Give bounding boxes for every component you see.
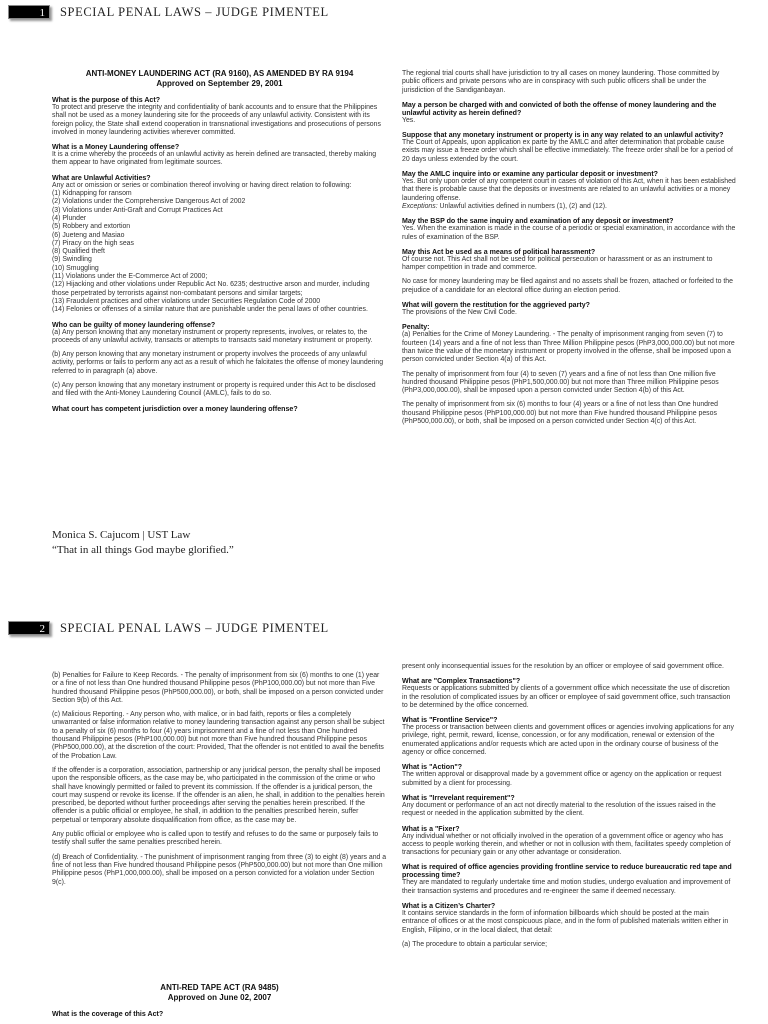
list-item: (3) Violations under Anti-Graft and Corrupt Practices Act [52, 206, 223, 214]
paragraph: The written approval or disapproval made by a government office or agency on the application or request submitted by a client for processing. [402, 771, 722, 787]
question-heading: What is the purpose of this Act? [52, 95, 161, 104]
page-1-left-column [52, 69, 387, 413]
paragraph: (b) Any person knowing that any monetary instrument or property involves the proceeds of any unlawful activity, performs or fails to perform any act as a result of which he falcitates the offense of money laundering referred to in paragraph (a) above. [52, 351, 384, 375]
paragraph: The penalty of imprisonment from six (6) months to four (4) years or a fine of not less than One hundred thousand Philippine pesos (PhP100,000.00) but not more than Five hundred thousand Philippine pesos (PhP500,000.00), or both, shall be imposed on a person convicted under Section 4(c) of this Act. [402, 401, 718, 426]
author-line: Monica S. Cajucom | UST Law [52, 529, 191, 541]
list-item: (1) Kidnapping for ransom [52, 190, 132, 198]
list-item: (9) Swindling [52, 256, 92, 264]
paragraph: present only inconsequential issues for the resolution by an officer or employee of said government office. [402, 663, 724, 670]
page-2-header [8, 620, 329, 636]
page-2-left-bottom [52, 983, 387, 1018]
list-item: Any act or omission or series or combination thereof involving or having direct relation to following: [52, 181, 352, 189]
page-number-badge: 2 [8, 621, 50, 635]
list-item: (2) Violations under the Comprehensive Dangerous Act of 2002 [52, 198, 246, 206]
list-item: (10) Smuggling [52, 264, 99, 272]
paragraph: Requests or applications submitted by clients of a government office which necessitate the use of discretion in the resolution of complicated issues by an officer or employee of said government office, such transaction to be determined by the office concerned. [402, 685, 731, 709]
section-title: Approved on June 02, 2007 [167, 992, 272, 1002]
question-heading: May a person be charged with and convicted of both the offense of money laundering and the unlawful activity as herein defined? [402, 99, 717, 117]
question-heading: What is a "Fixer? [402, 823, 460, 833]
page-2-left-column [52, 672, 387, 893]
question-heading: Who can be guilty of money laundering offense? [52, 319, 216, 329]
signature-block [52, 528, 234, 558]
paragraph: (a) The procedure to obtain a particular service; [402, 940, 548, 948]
paragraph: (c) Any person knowing that any monetary instrument or property is required under this Act to be disclosed and filed with the Anti-Money Laundering Council (AMLC), fails to do so. [52, 382, 376, 398]
paragraph: (d) Breach of Confidentiality. - The punishment of imprisonment ranging from three (3) to eight (8) years and a fine of not less than Five hundred thousand Philippine pesos (PhP500,000.00) but not more than One million Philippine pesos (PhP1,000,000.00), shall be imposed on a person convicted for a violation under Section 9(c). [52, 853, 387, 886]
paragraph: (b) Penalties for Failure to Keep Records. - The penalty of imprisonment from six (6) months to one (1) year or a fine of not less than One hundred thousand Philippine pesos (PhP100,000.00) but not more than Five hundred thousand Philippine pesos (PhP500,000.00), or both, shall be imposed on a person convicted under Section 9(b) of this Act. [52, 672, 384, 704]
question-heading: May the AMLC inquire into or examine any particular deposit or investment? [402, 169, 658, 179]
page-2-right-column [402, 663, 737, 955]
list-item: (8) Qualified theft [52, 248, 105, 256]
question-heading: May this Act be used as a means of political harassment? [402, 246, 596, 256]
paragraph: The Court of Appeals, upon application ex parte by the AMLC and after determination that probable cause exists may issue a freeze order which shall be effective immediately. The freeze order shall be for a period of 20 days unless extended by the court. [402, 139, 733, 163]
paragraph: The penalty of imprisonment from four (4) to seven (7) years and a fine of not less than One million five hundred thousand Philippine pesos (PhP1,500,000.00) but not more than Three million Philippine pesos (PhP3,000,000.00), shall be imposed upon a person convicted under Section 4(b) of this Act. [402, 370, 719, 395]
section-title: Approved on September 29, 2001 [156, 78, 283, 88]
paragraph: Yes. But only upon order of any competent court in cases of violation of this Act, when it has been established that there is probable cause that the deposits or investments are related to an unlawful activities or a money laundering offense. [402, 178, 736, 202]
paragraph: No case for money laundering may be filed against and no assets shall be frozen, attached or forfeited to the prejudice of a candidate for an electoral office during an election period. [402, 278, 733, 294]
question-heading: What is "Frontline Service"? [402, 715, 498, 725]
question-heading: What is the coverage of this Act? [52, 1009, 164, 1018]
question-heading: What is required of office agencies providing frontline service to reduce bureaucratic red tape and processing time? [402, 862, 732, 880]
question-heading: What are "Complex Transactions"? [402, 676, 521, 686]
paragraph: They are mandated to regularly undertake time and motion studies, undergo evaluation and improvement of their transaction systems and procedures and re-engineer the same if deemed necessary. [402, 879, 731, 895]
paragraph: (a) Penalties for the Crime of Money Laundering. - The penalty of imprisonment ranging from seven (7) to fourteen (14) years and a fine of not less than Three Million Philippine pesos (PhP3,000,000.00) but not more than twice the value of the monetary instrument or property involved in the offense, shall be imposed upon a person convicted under Section 4(a) of this Act. [402, 331, 735, 364]
list-item: (11) Violations under the E-Commerce Act of 2000; [52, 273, 208, 281]
question-heading: Suppose that any monetary instrument or property is in any way related to an unlawful activity? [402, 130, 724, 140]
question-heading: What is a Money Laundering offense? [52, 142, 180, 152]
paragraph: Any public official or employee who is called upon to testify and refuses to do the same or purposely fails to testify shall suffer the same penalties prescribed herein. [52, 831, 379, 847]
question-heading: May the BSP do the same inquiry and examination of any deposit or investment? [402, 216, 674, 226]
exceptions-label: Exceptions: [402, 202, 438, 210]
paragraph: (a) Any person knowing that any monetary instrument or property represents, involves, or relates to, the proceeds of any unlawful activity, transacts or attempts to transacts said monetary instrument or property. [52, 328, 373, 344]
paragraph: (c) Malicious Reporting. - Any person who, with malice, or in bad faith, reports or files a completely unwarranted or false information relative to money laundering transaction against any person shall be subject to a penalty of six (6) months to four (4) years imprisonment and a fine of not less than One hundred thousand Philippine pesos (PhP100,000.00) but not more than Five hundred thousand Philippine pesos (PhP500,000.00), at the discretion of the court: Provided, That the offender is not entitled to avail the benefits of the Probation Law. [52, 711, 385, 760]
running-header-title: SPECIAL PENAL LAWS – JUDGE PIMENTEL [60, 4, 329, 19]
page-1-header [8, 4, 329, 20]
list-item: (6) Jueteng and Masiao [52, 231, 125, 239]
paragraph: It contains service standards in the form of information billboards which should be posted at the main entrance of offices or at the most conspicuous place, and in the form of published materials written either in English, Filipino, or in the local dialect, that detail: [402, 910, 729, 934]
question-heading: What is "Action"? [402, 762, 463, 772]
paragraph: The process or transaction between clients and government offices or agencies involving applications for any privilege, right, permit, reward, license, concession, or for any modification, renewal or extension of the enumerated applications and/or requests which are acted upon in the ordinary course of business of the agency or office concerned. [402, 724, 734, 757]
page-number-badge: 1 [8, 5, 50, 19]
list-item: (12) Hijacking and other violations under Republic Act No. 6235; destructive arson and murder, including those perpetrated by terrorists against non-combatant persons and similar targets; [52, 281, 370, 297]
question-heading: What is a Citizen’s Charter? [402, 901, 496, 911]
running-header-title: SPECIAL PENAL LAWS – JUDGE PIMENTEL [60, 620, 329, 635]
section-title: ANTI-MONEY LAUNDERING ACT (RA 9160), AS AMENDED BY RA 9194 [85, 69, 354, 78]
paragraph: Yes. [402, 116, 416, 124]
list-item: (5) Robbery and extortion [52, 223, 131, 231]
paragraph: The regional trial courts shall have jurisdiction to try all cases on money laundering. Those committed by public officers and private persons who are in conspiracy with such public officers shall be under the jurisdiction of the Sandiganbayan. [402, 70, 720, 94]
list-item: (13) Fraudulent practices and other violations under Securities Regulation Code of 2000 [52, 297, 321, 305]
page-1-right-column [402, 70, 737, 432]
section-title: ANTI-RED TAPE ACT (RA 9485) [160, 983, 279, 992]
paragraph: Any document or performance of an act not directly material to the resolution of the issues raised in the request or needed in the application submitted by the client. [402, 801, 716, 818]
paragraph: The provisions of the New Civil Code. [402, 309, 517, 317]
motto-line: “That in all things God maybe glorified.” [52, 544, 234, 556]
paragraph: To protect and preserve the integrity and confidentiality of bank accounts and to ensure that the Philippines shall not be used as a money laundering site for the proceeds of any unlawful activity. Consistent with its foreign policy, the State shall extend cooperation in transnational investigations and prosecutions of persons involved in money laundering activities wherever committed. [52, 104, 381, 136]
question-heading: What is "Irrevelant requirement"? [402, 792, 515, 802]
exceptions-text: Unlawful activities defined in numbers (1), (2) and (12). [437, 202, 607, 210]
question-heading: Penalty: [402, 322, 430, 332]
paragraph: Any individual whether or not officially involved in the operation of a government office or agency who has access to people working therein, and whether or not in collusion with them, facilitates speedy completion of transactions for pecuniary gain or any other advantage or consideration. [402, 832, 731, 857]
list-item: (14) Felonies or offenses of a similar nature that are punishable under the penal laws of other countries. [52, 306, 368, 314]
question-heading: What court has competent jurisdiction over a money laundering offense? [52, 403, 298, 413]
list-item: (4) Plunder [52, 214, 87, 222]
question-heading: What will govern the restitution for the aggrieved party? [402, 300, 590, 310]
paragraph: If the offender is a corporation, association, partnership or any juridical person, the penalty shall be imposed upon the responsible officers, as the case may be, who participated in the commission of the crime or who shall have knowingly permitted or failed to prevent its commission. If the offender is a juridical person, the court may suspend or revoke its license. If the offender is an alien, he shall, in addition to the penalties herein prescribed, be deported without further proceedings after serving the penalties herein prescribed. If the offender is a public official or employee, he shall, in addition to the penalties prescribed herein, suffer perpetual or temporary absolute disqualification from office, as the case may be. [52, 766, 385, 824]
list-item: (7) Piracy on the high seas [52, 239, 134, 247]
paragraph: Yes. When the examination is made in the course of a periodic or special examination, in accordance with the rules of examination of the BSP. [402, 225, 736, 241]
question-heading: What are Unlawful Activities? [52, 172, 151, 182]
exceptions-note [402, 203, 737, 211]
paragraph: Of course not. This Act shall not be used for political persecution or harassment or as an instrument to hamper competition in trade and commerce. [402, 255, 713, 272]
paragraph: It is a crime whereby the proceeds of an unlawful activity as herein defined are transacted, thereby making them appear to have originated from legitimate sources. [52, 151, 377, 167]
